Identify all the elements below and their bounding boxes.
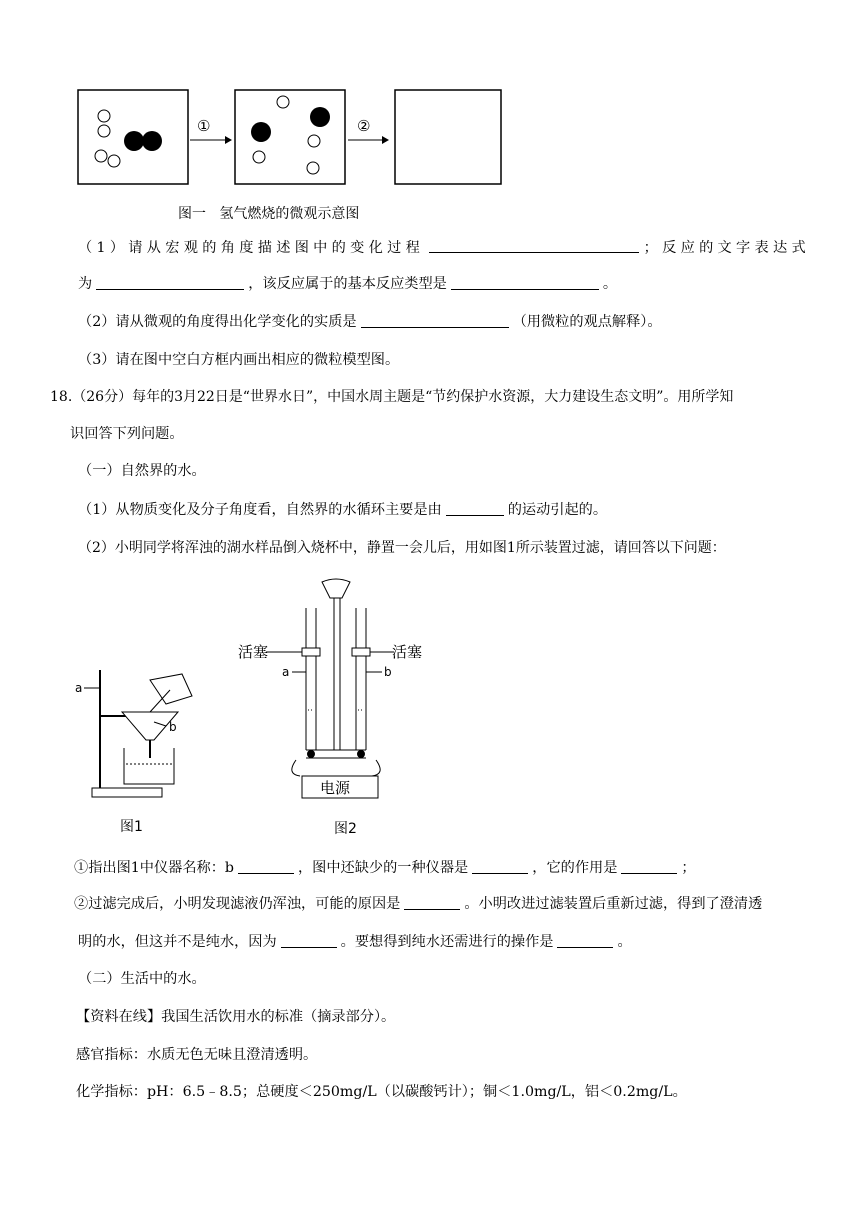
q18-sense-indicator: 感官指标：水质无色无味且澄清透明。 <box>76 1047 318 1063</box>
answer-blank[interactable] <box>621 859 677 874</box>
q18-p2: （2）小明同学将浑浊的湖水样品倒入烧杯中，静置一会儿后，用如图1所示装置过滤，请回答以下问题： <box>78 540 726 556</box>
electro-label-b: b <box>384 665 392 679</box>
q18-c2: ②过滤完成后，小明发现滤液仍浑浊，可能的原因是 。小明改进过滤装置后重新过滤，得到了澄清透 <box>74 896 763 912</box>
q17-line1: （1）请从宏观的角度描述图中的变化过程 ；反应的文字表达式 <box>78 240 810 256</box>
q17-line2: 为 ，该反应属于的基本反应类型是 。 <box>78 276 618 292</box>
q18-c3: 明的水，但这并不是纯水，因为 。要想得到纯水还需进行的操作是 。 <box>78 934 632 950</box>
power-label: 电源 <box>320 779 351 797</box>
q17-line4: （3）请在图中空白方框内画出相应的微粒模型图。 <box>78 352 400 368</box>
answer-blank[interactable] <box>429 238 639 253</box>
q18-info: 【资料在线】我国生活饮用水的标准（摘录部分）。 <box>76 1009 396 1025</box>
q18-chem-indicator: 化学指标：pH：6.5﹣8.5；总硬度＜250mg/L（以碳酸钙计）；铜＜1.0mg/L，铝＜0.2mg/L。 <box>76 1084 687 1100</box>
filter-label-a: a <box>75 681 83 695</box>
answer-blank[interactable] <box>96 275 244 290</box>
q18-stem-line2: 识回答下列问题。 <box>70 426 184 442</box>
q18-section2: （二）生活中的水。 <box>78 971 206 987</box>
answer-blank[interactable] <box>472 859 528 874</box>
figure1-caption: 图一 氢气燃烧的微观示意图 <box>178 206 360 222</box>
answer-blank[interactable] <box>361 313 509 328</box>
figure-electro-caption: 图2 <box>334 821 357 837</box>
q17-line3: （2）请从微观的角度得出化学变化的实质是 （用微粒的观点解释）。 <box>78 314 662 330</box>
valve-label-left: 活塞 <box>238 643 269 661</box>
empty-answer-box <box>395 90 501 184</box>
answer-blank[interactable] <box>451 275 599 290</box>
answer-blank[interactable] <box>281 933 337 948</box>
electrolysis-apparatus-figure <box>236 578 436 808</box>
answer-blank[interactable] <box>557 933 613 948</box>
figure-filter-caption: 图1 <box>120 819 143 835</box>
answer-blank[interactable] <box>404 895 460 910</box>
q18-stem-line1: 18.（26分）每年的3月22日是“世界水日”，中国水周主题是“节约保护水资源，大力建设生态文明”。用所学知 <box>50 389 734 405</box>
filter-label-b: b <box>169 720 177 734</box>
q18-p1: （1）从物质变化及分子角度看，自然界的水循环主要是由 的运动引起的。 <box>78 502 608 518</box>
answer-blank[interactable] <box>446 501 504 516</box>
q18-c1: ①指出图1中仪器名称：b ，图中还缺少的一种仪器是 ，它的作用是 ； <box>74 860 696 876</box>
filtration-apparatus-figure <box>70 660 200 805</box>
q18-section1: （一）自然界的水。 <box>78 463 206 479</box>
arrow2-label: ② <box>357 117 371 135</box>
electro-label-a: a <box>282 665 290 679</box>
answer-blank[interactable] <box>238 859 294 874</box>
arrow1-label: ① <box>197 117 211 135</box>
valve-label-right: 活塞 <box>392 643 423 661</box>
